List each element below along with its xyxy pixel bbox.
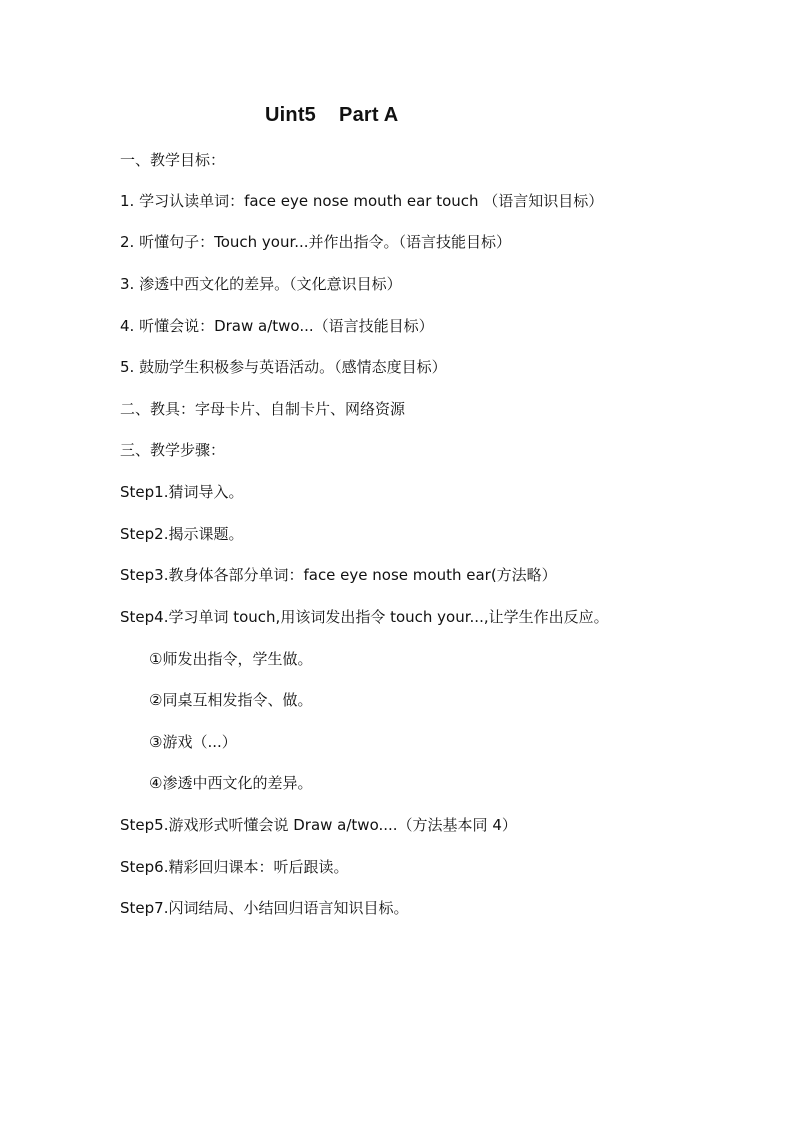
substep-item: ②同桌互相发指令、做。: [149, 691, 313, 709]
objective-item: 5. 鼓励学生积极参与英语活动。（感情态度目标）: [120, 358, 447, 376]
section-heading-steps: 三、教学步骤：: [120, 441, 226, 459]
step-item: Step6.精彩回归课本：听后跟读。: [120, 858, 349, 876]
substep-item: ④渗透中西文化的差异。: [149, 774, 313, 792]
section-teaching-aids: 二、教具：字母卡片、自制卡片、网络资源: [120, 400, 406, 418]
page-title: Uint5 Part A: [265, 104, 399, 126]
objective-item: 3. 渗透中西文化的差异。（文化意识目标）: [120, 275, 402, 293]
step-item: Step3.教身体各部分单词：face eye nose mouth ear(方法略）: [120, 566, 557, 584]
objective-item: 4. 听懂会说：Draw a/two...（语言技能目标）: [120, 317, 434, 335]
step-item: Step2.揭示课题。: [120, 525, 244, 543]
step-item: Step5.游戏形式听懂会说 Draw a/two....（方法基本同 4）: [120, 816, 517, 834]
objective-item: 2. 听懂句子：Touch your...并作出指令。（语言技能目标）: [120, 233, 512, 251]
objective-item: 1. 学习认读单词：face eye nose mouth ear touch （语言知识目标）: [120, 192, 604, 210]
section-heading-objectives: 一、教学目标：: [120, 151, 226, 169]
substep-item: ①师发出指令，学生做。: [149, 650, 313, 668]
substep-item: ③游戏（...）: [149, 733, 237, 751]
step-item: Step7.闪词结局、小结回归语言知识目标。: [120, 899, 409, 917]
step-item: Step1.猜词导入。: [120, 483, 244, 501]
step-item: Step4.学习单词 touch,用该词发出指令 touch your...,让学生作出反应。: [120, 608, 609, 626]
